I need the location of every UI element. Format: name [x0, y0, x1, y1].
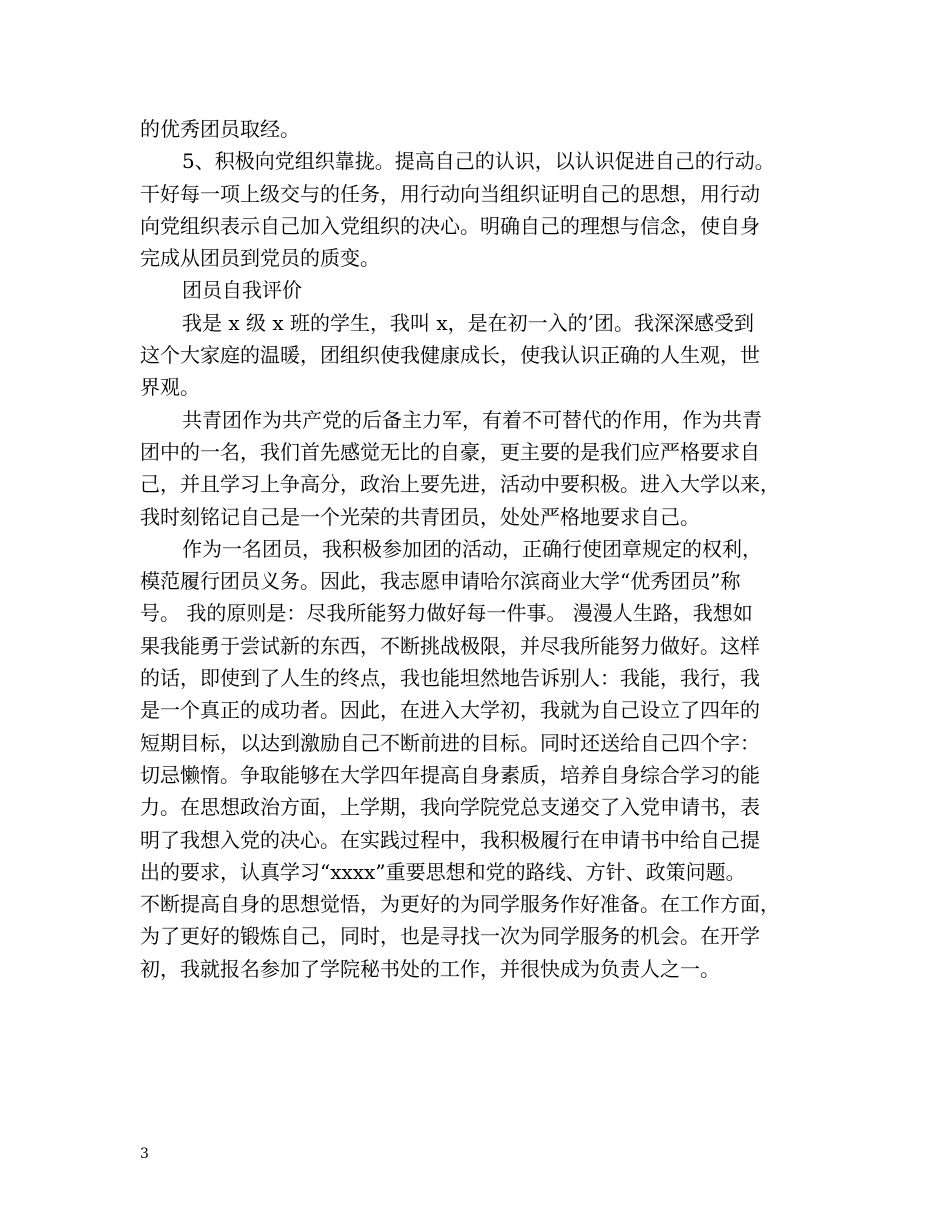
document-body — [140, 113, 820, 985]
text-line: 模范履行团员义务。因此，我志愿申请哈尔滨商业大学“优秀团员”称 — [140, 569, 741, 594]
paragraph-first-line: 共青团作为共产党的后备主力军，有着不可替代的作用，作为共青 — [182, 407, 762, 432]
text-line: 完成从团员到党员的质变。 — [140, 246, 380, 271]
paragraph-first-line: 5、积极向党组织靠拢。提高自己的认识，以认识促进自己的行动。 — [182, 149, 775, 174]
text-line: 团中的一名，我们首先感觉无比的自豪，更主要的是我们应严格要求自 — [140, 439, 760, 464]
text-line: 出的要求，认真学习“xxxx”重要思想和党的路线、方针、政策问题。 — [140, 859, 746, 884]
text-line: 向党组织表示自己加入党组织的决心。明确自己的理想与信念，使自身 — [140, 213, 760, 238]
text-line: 己，并且学习上争高分，政治上要先进，活动中要积极。进入大学以来， — [140, 472, 780, 497]
text-line: 短期目标，以达到激励自己不断前进的目标。同时还送给自己四个字： — [140, 730, 760, 755]
text-line: 明了我想入党的决心。在实践过程中，我积极履行在申请书中给自己提 — [140, 827, 760, 852]
text-line: 不断提高自身的思想觉悟，为更好的为同学服务作好准备。在工作方面， — [140, 892, 780, 917]
paragraph-first-line: 作为一名团员，我积极参加团的活动，正确行使团章规定的权利， — [182, 536, 762, 561]
text-line: 干好每一项上级交与的任务，用行动向当组织证明自己的思想，用行动 — [140, 181, 760, 206]
page-number: 3 — [140, 1146, 149, 1162]
text-line: 我时刻铭记自己是一个光荣的共青团员，处处严格地要求自己。 — [140, 504, 700, 529]
text-line: 是一个真正的成功者。因此，在进入大学初，我就为自己设立了四年的 — [140, 698, 760, 723]
text-line: 号。 我的原则是：尽我所能努力做好每一件事。 漫漫人生路，我想如 — [140, 601, 753, 626]
text-line: 力。在思想政治方面，上学期，我向学院党总支递交了入党申请书，表 — [140, 795, 760, 820]
text-line: 为了更好的锻炼自己，同时，也是寻找一次为同学服务的机会。在开学 — [140, 924, 760, 949]
text-line: 的优秀团员取经。 — [140, 117, 300, 141]
text-line: 切忌懒惰。争取能够在大学四年提高自身素质，培养自身综合学习的能 — [140, 762, 760, 787]
text-line: 这个大家庭的温暖，团组织使我健康成长，使我认识正确的人生观，世 — [140, 343, 760, 368]
text-line: 果我能勇于尝试新的东西，不断挑战极限，并尽我所能努力做好。这样 — [140, 633, 760, 658]
text-line: 初，我就报名参加了学院秘书处的工作，并很快成为负责人之一。 — [140, 956, 720, 981]
section-heading: 团员自我评价 — [182, 278, 302, 303]
paragraph-first-line: 我是 x 级 x 班的学生，我叫 x，是在初一入的’团。我深深感受到 — [182, 310, 754, 335]
text-line: 的话，即使到了人生的终点，我也能坦然地告诉别人：我能，我行，我 — [140, 666, 760, 691]
text-line: 界观。 — [140, 375, 200, 400]
